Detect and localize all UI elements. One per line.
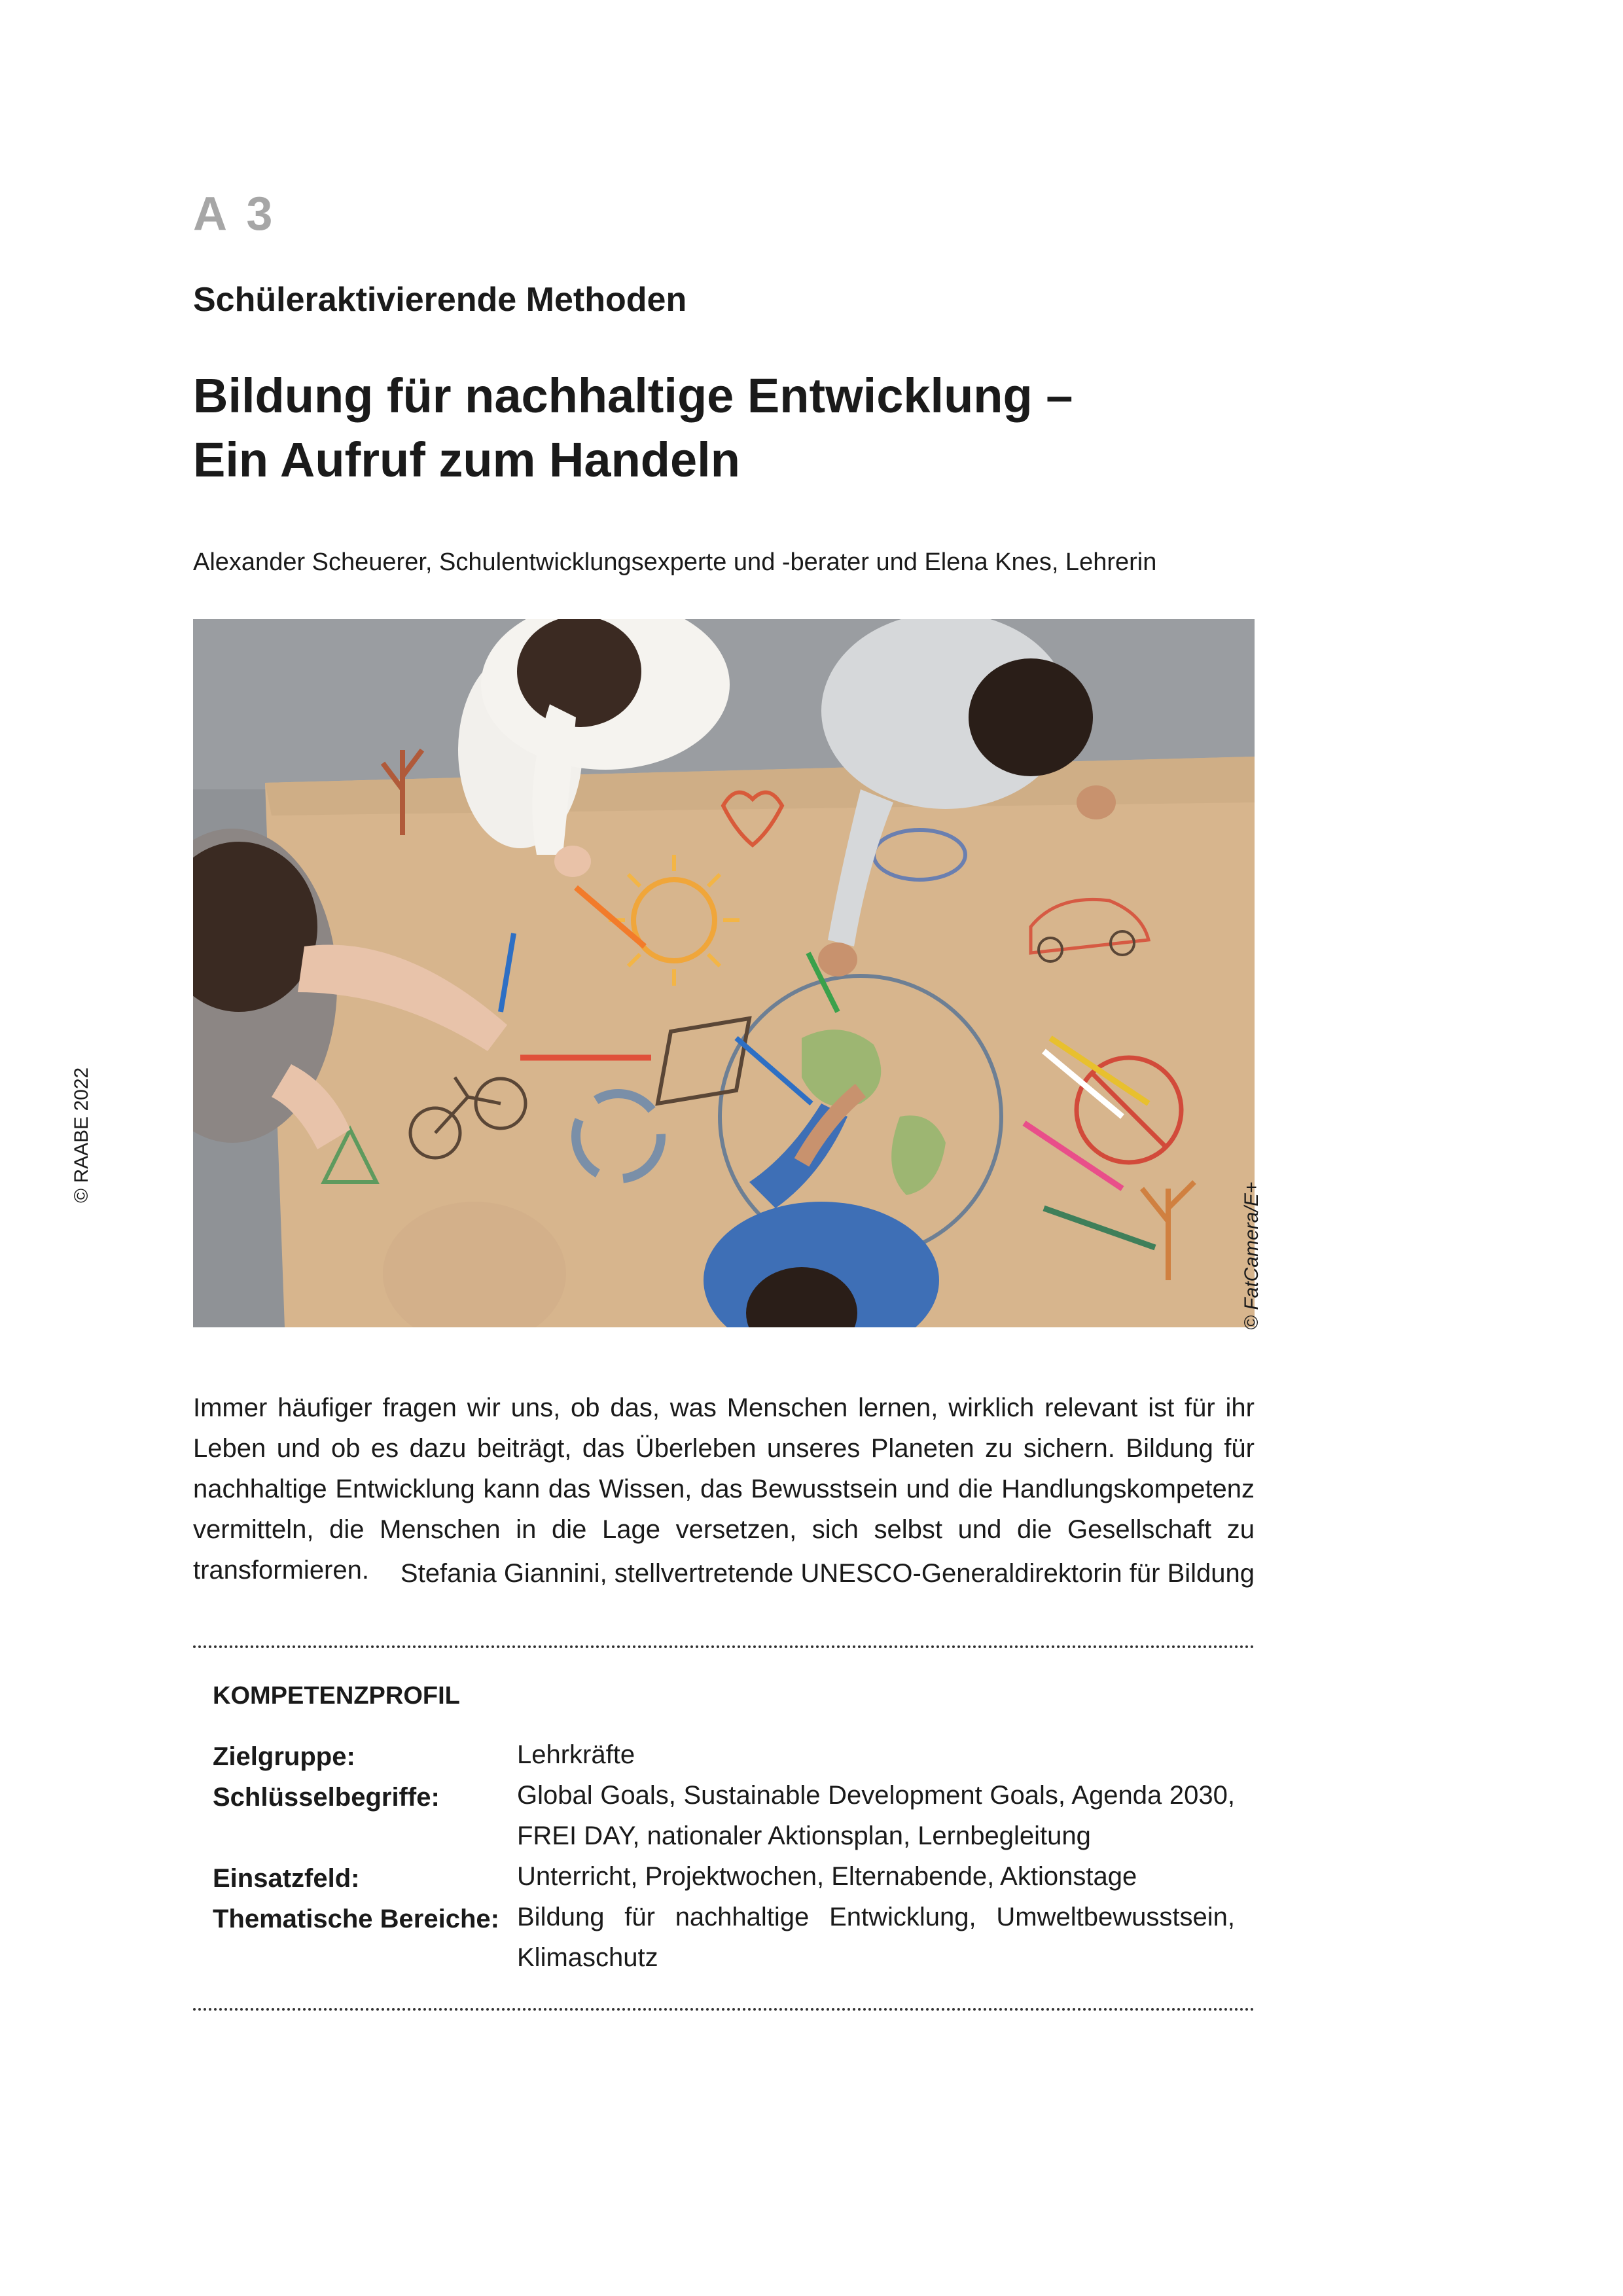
profile-label-schluesselbegriffe: Schlüsselbegriffe: [213, 1783, 440, 1812]
profile-value-thematische-bereiche: Bildung für nachhaltige Entwicklung, Umweltbewusstsein, Klimaschutz [517, 1903, 1235, 1972]
profile-label-zielgruppe: Zielgruppe: [213, 1742, 355, 1771]
epigraph-quote: Immer häufiger fragen wir uns, ob das, was Menschen lernen, wirklich relevant ist für ihr Leben und ob es dazu beiträgt, das Überleben unseres Planeten zu sichern. Bildung für nachhaltige Entwicklung kann das Wissen, das Bewusstsein und die Handlungskompetenz vermitteln, die Menschen in die Lage versetzen, sich selbst und die Gesellschaft zu transformieren. [193, 1393, 1255, 1585]
authors-line: Alexander Scheuerer, Schulentwicklungsexperte und -berater und Elena Knes, Lehrerin [193, 548, 1157, 576]
profile-value-schluesselbegriffe: Global Goals, Sustainable Development Goals, Agenda 2030, FREI DAY, nationaler Aktionsplan, Lernbegleitung [517, 1781, 1235, 1850]
cover-photo [193, 619, 1255, 1327]
page-title [193, 364, 1306, 492]
series-heading: Schüleraktivierende Methoden [193, 281, 687, 319]
divider-bottom [193, 2008, 1255, 2011]
divider-top [193, 1645, 1255, 1648]
profile-label-thematische-bereiche: Thematische Bereiche: [213, 1905, 499, 1933]
title-line-2: Ein Aufruf zum Handeln [193, 433, 740, 487]
photo-credit: © FatCamera/E+ [1241, 1181, 1262, 1330]
profile-value-einsatzfeld: Unterricht, Projektwochen, Elternabende, Aktionstage [517, 1862, 1137, 1891]
title-line-1: Bildung für nachhaltige Entwicklung – [193, 368, 1073, 423]
profile-value-zielgruppe: Lehrkräfte [517, 1740, 635, 1769]
unit-code: A 3 [193, 188, 277, 240]
copyright-notice: © RAABE 2022 [71, 1067, 92, 1203]
quote-attribution: Stefania Giannini, stellvertretende UNESCO-Generaldirektorin für Bildung [400, 1559, 1255, 1588]
profile-heading: KOMPETENZPROFIL [213, 1682, 460, 1710]
profile-label-einsatzfeld: Einsatzfeld: [213, 1864, 360, 1893]
